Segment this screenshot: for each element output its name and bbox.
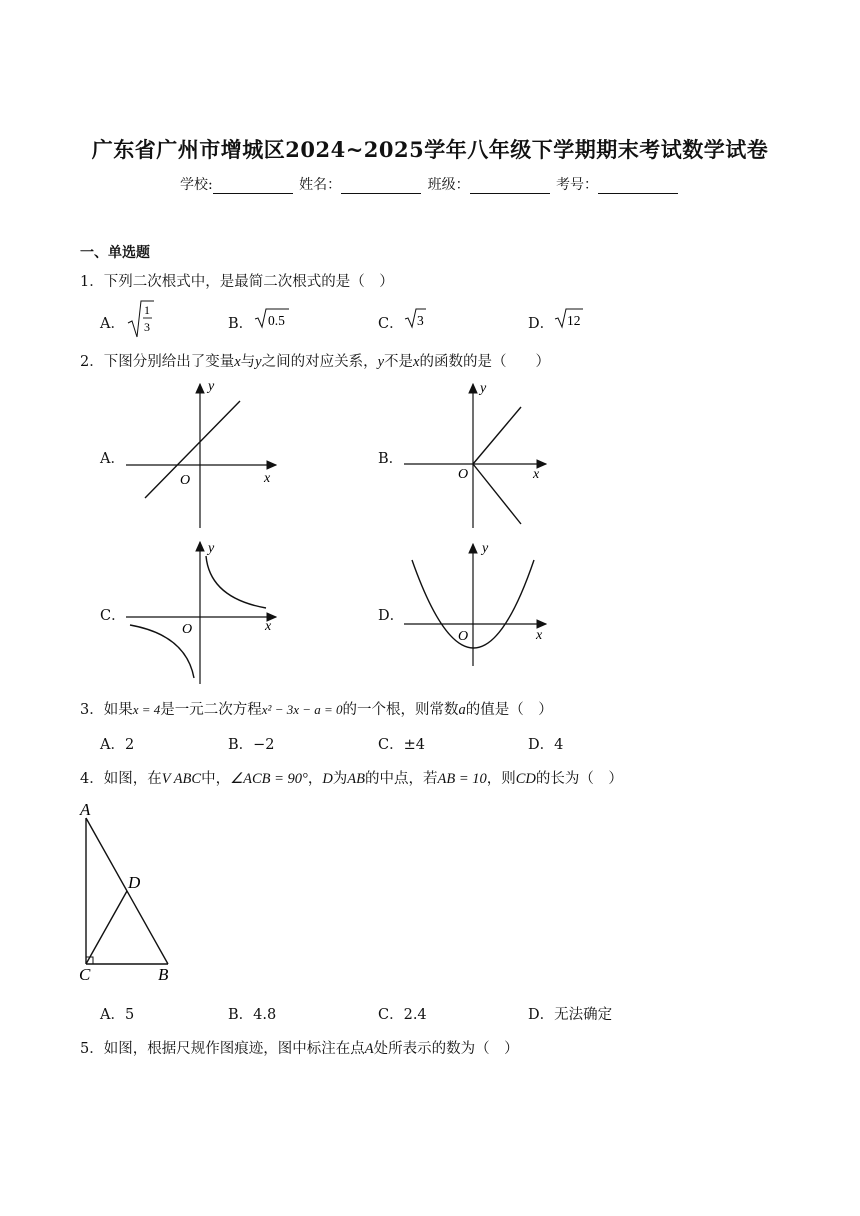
class-blank[interactable]: [470, 179, 550, 194]
vertex-b-label: B: [158, 965, 169, 984]
q1-option-b[interactable]: [228, 312, 253, 333]
equation-math: x² − 3x − a = 0: [261, 702, 343, 717]
y-label: y: [208, 379, 215, 394]
radicand: 12: [567, 313, 581, 328]
q3-option-d[interactable]: D．4: [528, 737, 564, 753]
name-blank[interactable]: [341, 179, 421, 194]
condition-math: x = 4: [132, 702, 161, 717]
var-a: a: [458, 702, 466, 718]
stem-text: 是一元二次方程: [160, 702, 262, 718]
q3-option-b[interactable]: B．−2: [228, 737, 275, 753]
origin-label: O: [458, 467, 469, 482]
stem-text: 3．如果: [80, 702, 133, 718]
q1-option-c-math: [404, 306, 428, 330]
radicand-denominator: 3: [144, 320, 150, 334]
q2-option-c-label[interactable]: C．: [100, 608, 126, 624]
q2-graph-b: [396, 378, 566, 534]
section-heading: 一、单选题: [80, 245, 150, 261]
school-blank[interactable]: [213, 179, 293, 194]
class-label: 班级：: [427, 177, 470, 193]
question-1-stem: 1．下列二次根式中，是最简二次根式的是（ ）: [80, 274, 394, 290]
x-label: x: [533, 467, 540, 482]
var-y: y: [255, 354, 262, 370]
stem-text: ，: [307, 771, 323, 787]
y-label: y: [480, 381, 487, 396]
length-math: AB = 10: [437, 771, 487, 787]
exam-title: 广东省广州市增城区2024~2025学年八年级下学期期末考试数学试卷: [91, 137, 769, 162]
x-label: x: [264, 471, 271, 486]
stem-text: 的一个根，则常数: [342, 702, 459, 718]
stem-text: 5．如图，根据尺规作图痕迹，图中标注在点: [80, 1041, 365, 1057]
stem-text: 的函数的是（ ）: [419, 354, 550, 370]
var-y: y: [377, 354, 385, 370]
student-info-row: [0, 174, 860, 194]
triangle-math: V ABC: [161, 771, 202, 787]
exam-number-blank[interactable]: [598, 179, 678, 194]
var-a: A: [364, 1041, 374, 1057]
q2-option-a-label[interactable]: A．: [100, 451, 125, 467]
q1-option-d[interactable]: [528, 312, 554, 333]
q3-option-c[interactable]: C．±4: [378, 737, 425, 753]
q1-option-d-math: [554, 306, 584, 330]
stem-text: 为: [332, 771, 348, 787]
stem-text: 不是: [384, 354, 414, 370]
q4-option-a[interactable]: A．5: [100, 1007, 135, 1023]
origin-label: O: [182, 622, 193, 637]
option-letter: B．: [228, 316, 254, 332]
stem-text: 2．下图分别给出了变量: [80, 354, 235, 370]
q2-option-b-label[interactable]: B．: [378, 451, 404, 467]
q1-option-c[interactable]: [378, 312, 404, 333]
q4-option-c[interactable]: C．2.4: [378, 1007, 427, 1023]
radicand: 0.5: [268, 313, 285, 328]
radicand: 3: [417, 313, 424, 328]
y-label: y: [208, 541, 215, 556]
question-3-stem: [80, 698, 553, 719]
stem-text: 的中点，若: [365, 771, 438, 787]
x-label: x: [265, 619, 272, 634]
origin-label: O: [458, 629, 469, 644]
school-label: 学校:: [179, 177, 213, 193]
stem-text: 的值是（ ）: [465, 702, 553, 718]
stem-text: 中，: [201, 771, 231, 787]
option-letter: A．: [100, 316, 125, 332]
exam-number-label: 考号：: [556, 177, 599, 193]
lower-ray: [473, 464, 521, 524]
vertex-a-label: A: [80, 800, 91, 819]
median-cd: [86, 891, 127, 964]
q3-option-a[interactable]: A．2: [100, 737, 135, 753]
angle-math: ∠ACB = 90°: [230, 771, 308, 787]
stem-text: 的长为（ ）: [535, 771, 623, 787]
question-5-stem: [80, 1037, 519, 1058]
upper-ray: [473, 407, 521, 464]
x-label: x: [536, 628, 543, 643]
point-d-label: D: [128, 873, 141, 892]
q4-option-d[interactable]: D．无法确定: [528, 1007, 613, 1023]
q1-option-a-math: [126, 297, 156, 341]
y-label: y: [482, 541, 489, 556]
origin-label: O: [180, 473, 191, 488]
var-d: D: [322, 771, 333, 787]
option-letter: D．: [528, 316, 555, 332]
vertex-c-label: C: [79, 965, 91, 984]
stem-text: ，则: [486, 771, 516, 787]
var-x: x: [413, 354, 420, 370]
option-letter: C．: [378, 316, 404, 332]
stem-text: 4．如图，在: [80, 771, 162, 787]
q4-option-b[interactable]: B．4.8: [228, 1007, 277, 1023]
hyperbola-branch-1: [206, 556, 266, 608]
linear-function-line: [145, 401, 240, 498]
stem-text: 处所表示的数为（ ）: [373, 1041, 519, 1057]
q2-option-d-label[interactable]: D．: [378, 608, 405, 624]
q2-graph-a: [118, 378, 288, 534]
q4-triangle-figure: [74, 798, 184, 988]
q2-graph-c: [118, 538, 288, 688]
q2-graph-d: [396, 538, 566, 668]
stem-text: 与: [240, 354, 256, 370]
question-4-stem: [80, 767, 623, 788]
radicand-numerator: 1: [144, 303, 150, 317]
q1-option-b-math: [254, 306, 290, 330]
question-2-stem: [80, 350, 550, 371]
stem-text: 之间的对应关系，: [261, 354, 378, 370]
var-x: x: [234, 354, 241, 370]
segment-ab: AB: [347, 771, 366, 787]
name-label: 姓名：: [299, 177, 342, 193]
q1-option-a[interactable]: [100, 312, 125, 333]
segment-cd: CD: [515, 771, 536, 787]
